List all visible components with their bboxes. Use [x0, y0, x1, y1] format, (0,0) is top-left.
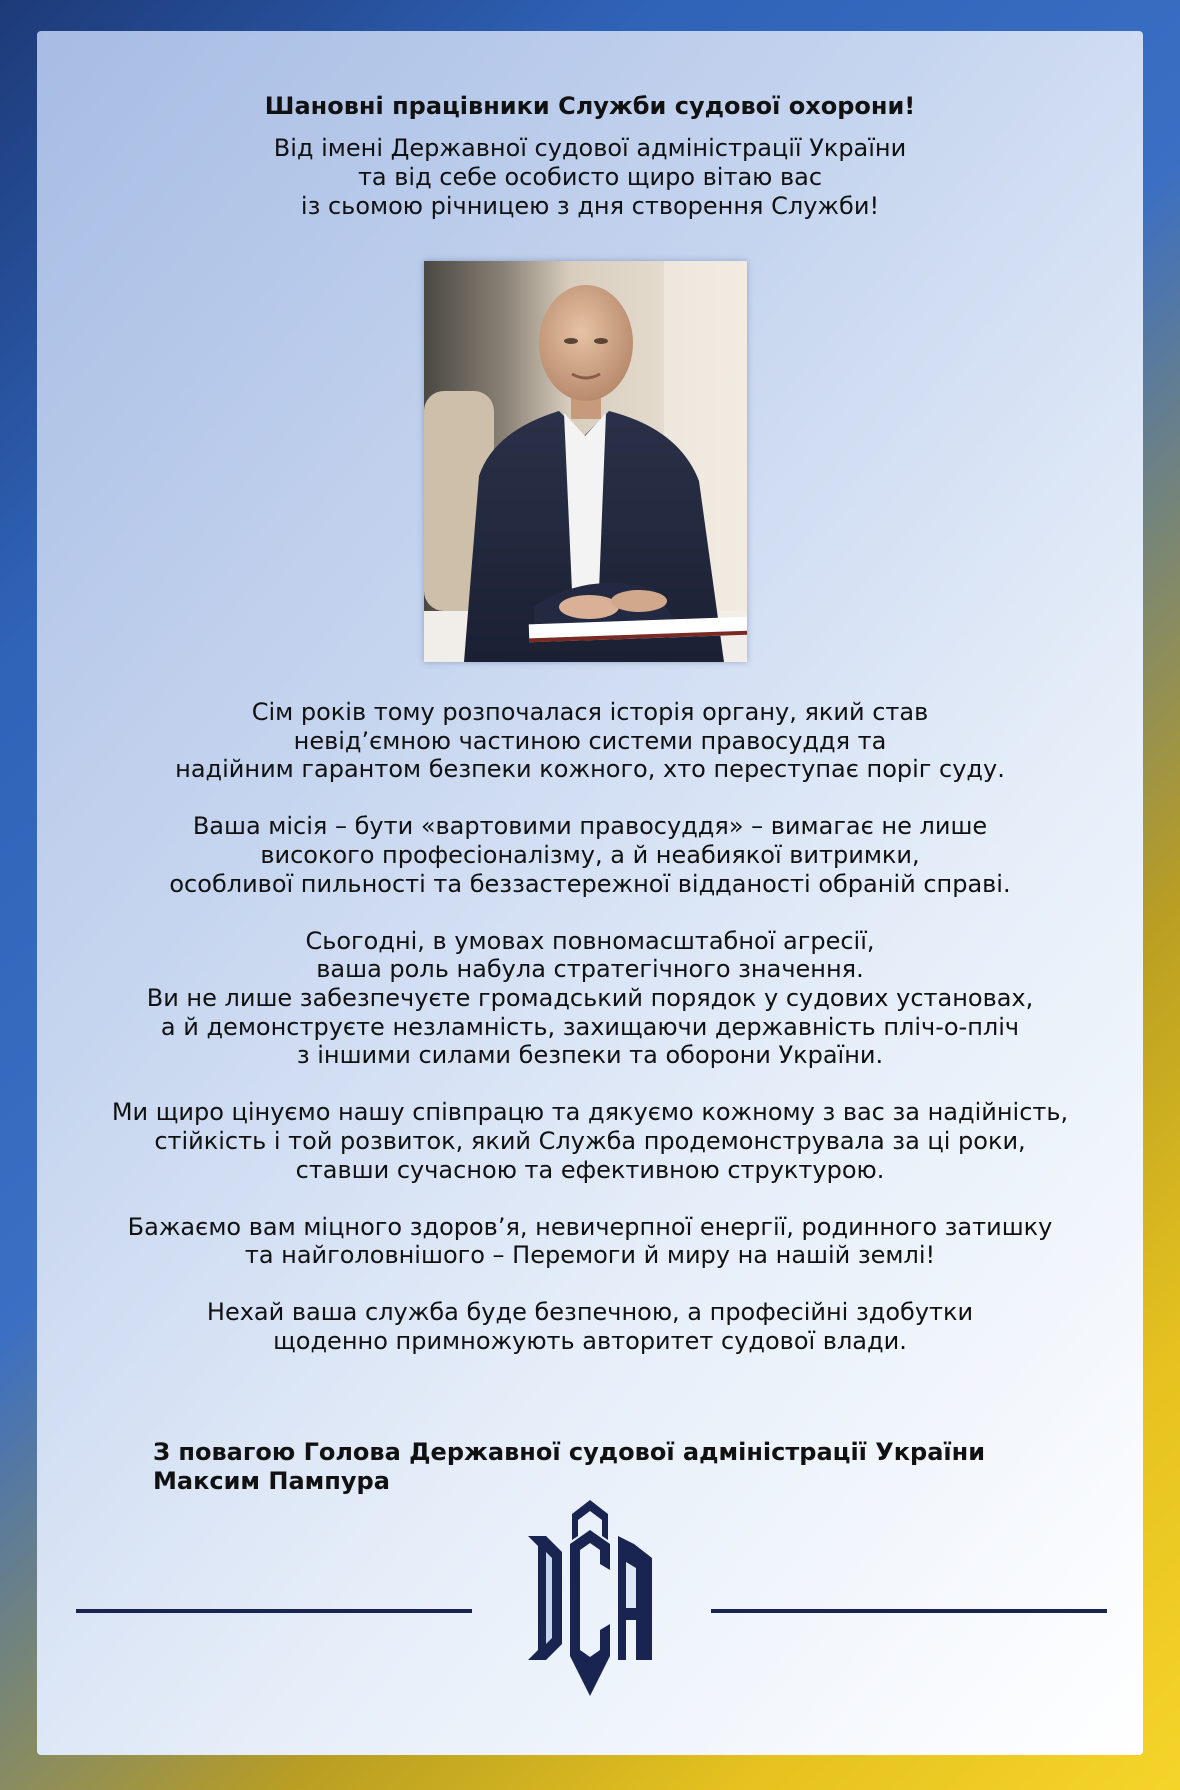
text-line: ставши сучасною та ефективною структурою. [295, 1155, 885, 1184]
intro-line: Від імені Державної судової адміністрації України [273, 134, 907, 162]
text-line: щоденно примножують авторитет судової влади. [273, 1327, 907, 1356]
intro-text [0, 134, 1180, 221]
text-line: стійкість і той розвиток, який Служба продемонструвала за ці роки, [154, 1126, 1026, 1155]
text-line: надійним гарантом безпеки кожного, хто переступає поріг суду. [175, 755, 1005, 784]
message-paragraph [40, 1213, 1140, 1270]
portrait-illustration [424, 261, 747, 662]
dsa-emblem-icon [522, 1500, 658, 1696]
text-line: високого професіоналізму, а й неабиякої витримки, [260, 840, 920, 869]
portrait-photo [424, 261, 747, 662]
text-line: невід’ємною частиною системи правосуддя та [293, 726, 887, 755]
signature-title: З повагою Голова Державної судової адміністрації України [153, 1438, 986, 1466]
text-line: Ми щиро цінуємо нашу співпрацю та дякуємо кожному з вас за надійність, [111, 1098, 1069, 1127]
text-line: Ви не лише забезпечуєте громадський порядок у судових установах, [146, 983, 1034, 1012]
divider-right [711, 1609, 1107, 1613]
message-paragraph [40, 1098, 1140, 1184]
intro-line: із сьомою річницею з дня створення Служби! [300, 192, 880, 220]
text-line: Нехай ваша служба буде безпечною, а професійні здобутки [206, 1298, 974, 1327]
signature-name: Максим Пампура [153, 1467, 390, 1495]
text-line: Бажаємо вам міцного здоров’я, невичерпної енергії, родинного затишку [127, 1212, 1053, 1241]
message-paragraph [40, 812, 1140, 898]
signature [153, 1438, 985, 1496]
message-paragraph [40, 1298, 1140, 1355]
text-line: Сьогодні, в умовах повномасштабної агресії, [305, 926, 875, 955]
text-line: ваша роль набула стратегічного значення. [316, 955, 864, 984]
intro-line: та від себе особисто щиро вітаю вас [357, 163, 823, 191]
message-body [40, 698, 1140, 1384]
text-line: Сім років тому розпочалася історія органу, який став [251, 698, 929, 726]
text-line: а й демонструєте незламність, захищаючи державність пліч-о-пліч [160, 1012, 1020, 1041]
message-paragraph [40, 698, 1140, 784]
message-paragraph [40, 927, 1140, 1070]
text-line: особливої пильності та беззастережної відданості обраній справі. [169, 869, 1011, 898]
text-line: Ваша місія – бути «вартовими правосуддя» – вимагає не лише [192, 812, 988, 841]
text-line: з іншими силами безпеки та оборони України. [296, 1041, 884, 1070]
greeting-heading: Шановні працівники Служби судової охорони! [264, 92, 916, 120]
divider-left [76, 1609, 472, 1613]
text-line: та найголовнішого – Перемоги й миру на нашій землі! [244, 1241, 936, 1270]
